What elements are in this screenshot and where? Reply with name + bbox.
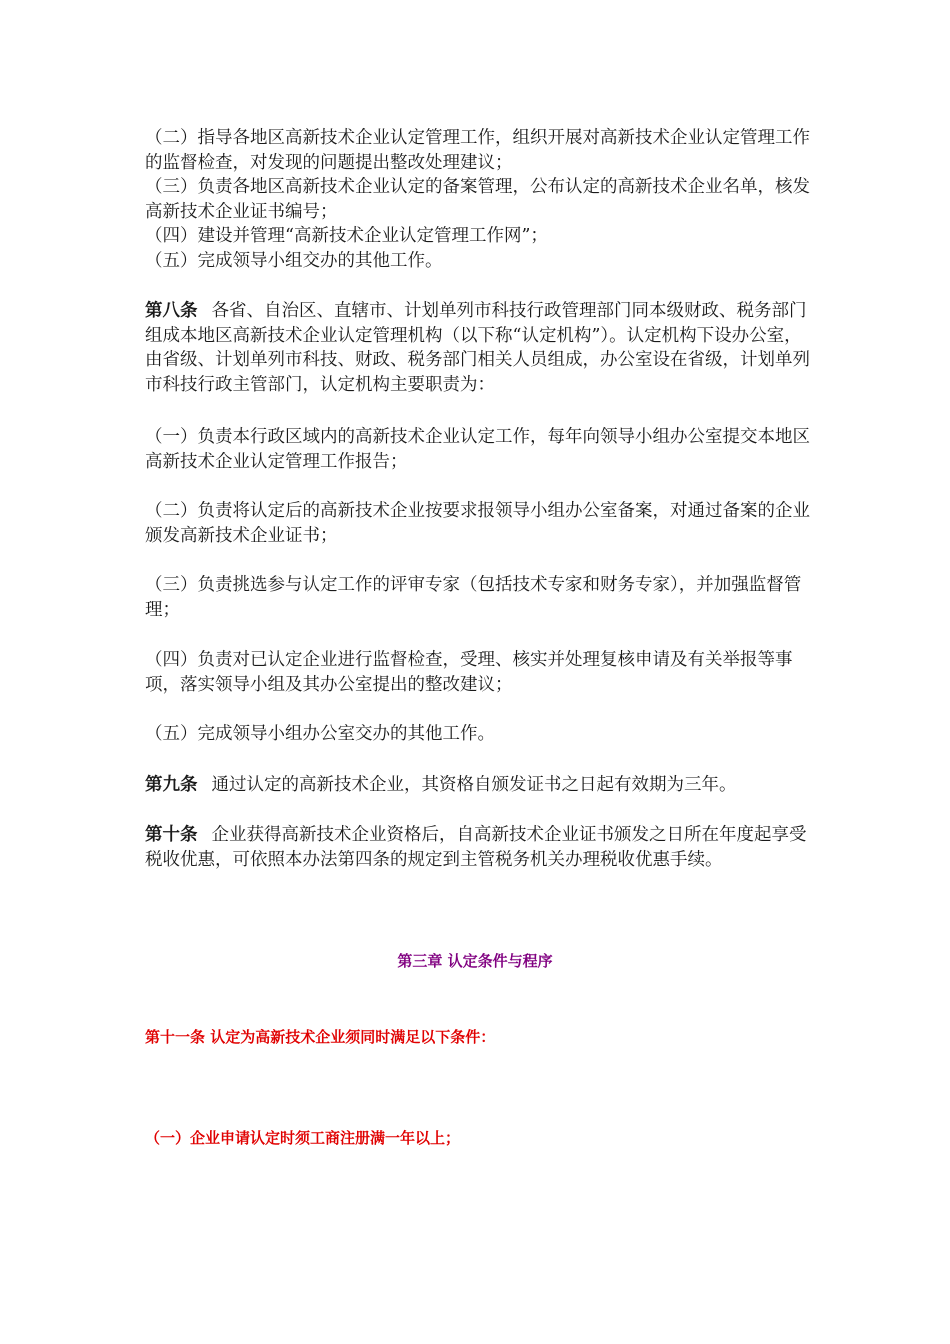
duty-item-5: （五）完成领导小组交办的其他工作。 (145, 250, 443, 271)
article-8-item-2: （二）负责将认定后的高新技术企业按要求报领导小组办公室备案，对通过备案的企业颁发高新技术企业证书； (145, 501, 810, 546)
article-9-label: 第九条 (145, 775, 198, 795)
article-8 (145, 299, 815, 397)
article-11-item-1: （一）企业申请认定时须工商注册满一年以上； (145, 1129, 461, 1147)
article-8-text: 各省、自治区、直辖市、计划单列市科技行政管理部门同本级财政、税务部门组成本地区高新技术企业认定管理机构（以下称“认定机构”）。认定机构下设办公室，由省级、计划单列市科技、财政、税务部门相关人员组成，办公室设在省级，计划单列市科技行政主管部门，认定机构主要职责为： (145, 301, 810, 395)
article-8-item-3: （三）负责挑选参与认定工作的评审专家（包括技术专家和财务专家），并加强监督管理； (145, 575, 802, 620)
article-10-text: 企业获得高新技术企业资格后，自高新技术企业证书颁发之日所在年度起享受税收优惠，可依照本办法第四条的规定到主管税务机关办理税收优惠手续。 (145, 825, 807, 870)
chapter-3-heading: 第三章 认定条件与程序 (397, 952, 553, 970)
duty-item-2: （二）指导各地区高新技术企业认定管理工作，组织开展对高新技术企业认定管理工作的监督检查，对发现的问题提出整改处理建议； (145, 128, 810, 173)
article-8-item-4: （四）负责对已认定企业进行监督检查，受理、核实并处理复核申请及有关举报等事项，落实领导小组及其办公室提出的整改建议； (145, 650, 793, 695)
article-11-heading: 第十一条 认定为高新技术企业须同时满足以下条件： (145, 1028, 496, 1046)
article-8-label: 第八条 (145, 301, 198, 321)
management-duties-list (145, 126, 815, 273)
article-9-text: 通过认定的高新技术企业，其资格自颁发证书之日起有效期为三年。 (211, 775, 737, 795)
duty-item-4: （四）建设并管理“高新技术企业认定管理工作网”； (145, 226, 548, 246)
article-9 (145, 773, 815, 798)
article-10 (145, 823, 815, 872)
article-8-item-1: （一）负责本行政区域内的高新技术企业认定工作，每年向领导小组办公室提交本地区高新技术企业认定管理工作报告； (145, 427, 810, 472)
article-10-label: 第十条 (145, 825, 198, 845)
duty-item-3: （三）负责各地区高新技术企业认定的备案管理，公布认定的高新技术企业名单，核发高新技术企业证书编号； (145, 177, 810, 222)
article-8-item-5: （五）完成领导小组办公室交办的其他工作。 (145, 724, 495, 744)
